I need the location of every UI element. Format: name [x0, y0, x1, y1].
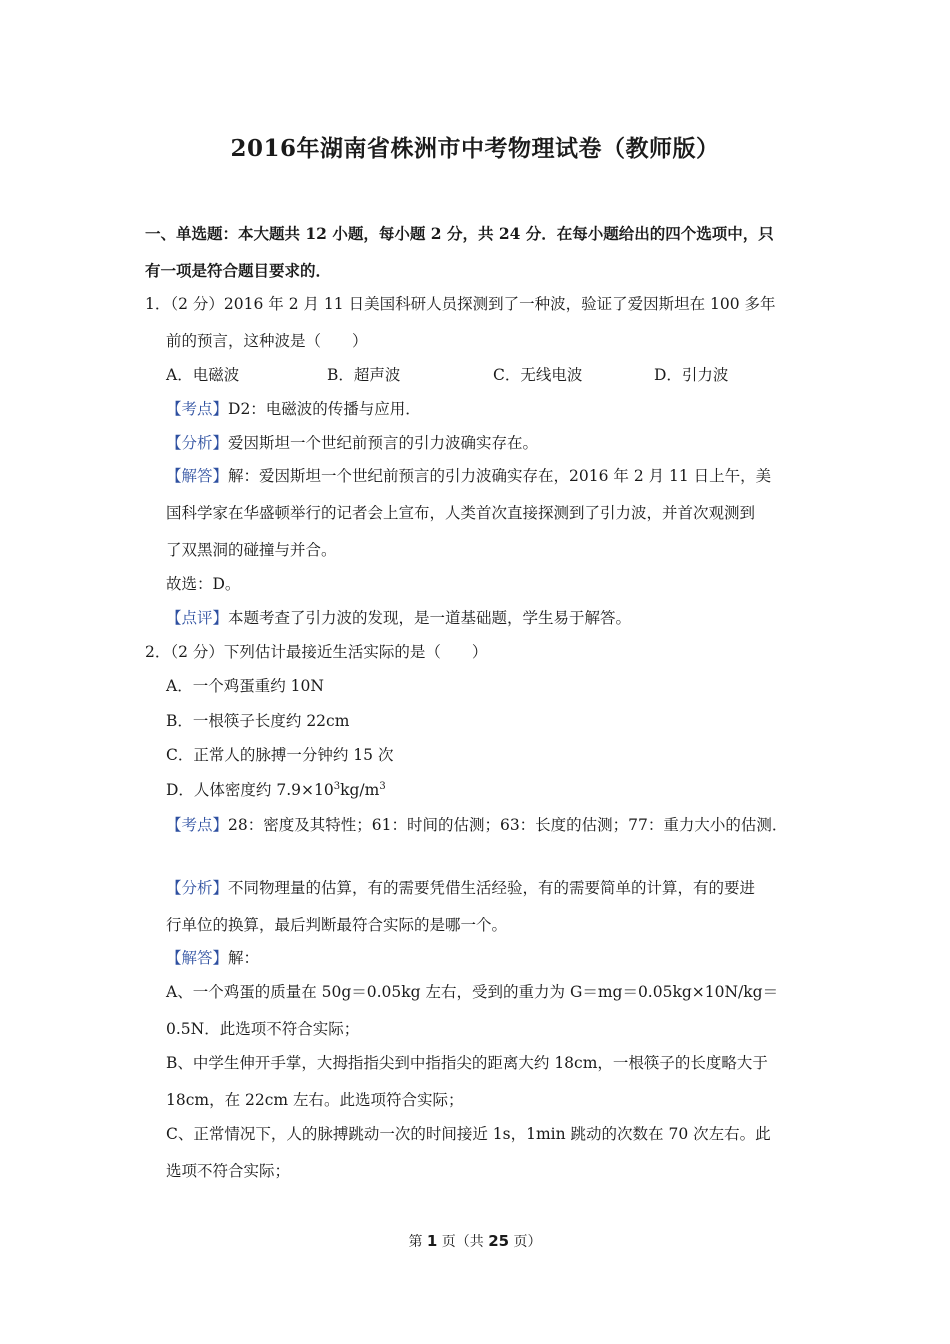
q2-kaodian: [166, 815, 787, 835]
footer-total-pages: 25: [488, 1232, 510, 1250]
q1-stem-line1: 1．（2 分）2016 年 2 月 11 日美国科研人员探测到了一种波，验证了爱因斯坦在 100 多年: [145, 295, 776, 313]
q2-b-line1: B、中学生伸开手掌，大拇指指尖到中指指尖的距离大约 18cm，一根筷子的长度略大于: [166, 1054, 768, 1072]
q1-jieda-line3: 了双黑洞的碰撞与并合。: [166, 541, 337, 559]
footer-middle: 页（共: [437, 1234, 489, 1250]
q2-jieda: [166, 948, 259, 968]
q2-a-line1: A、一个鸡蛋的质量在 50g＝0.05kg 左右，受到的重力为 G＝mg＝0.05kg×10N/kg＝: [166, 983, 779, 1001]
q2-option-d-exp2: 3: [379, 781, 386, 792]
q2-jieda-text: 解：: [228, 949, 260, 967]
fenxi-tag: 【分析】: [166, 434, 229, 452]
q1-kaodian-text: D2：电磁波的传播与应用．: [228, 400, 421, 418]
section-heading-line2: 有一项是符合题目要求的．: [145, 261, 332, 280]
jieda-tag: 【解答】: [166, 467, 229, 485]
page-footer: [0, 1231, 950, 1251]
q1-answer: 故选：D。: [166, 575, 241, 593]
document-title: 2016年湖南省株洲市中考物理试卷（教师版）: [230, 135, 720, 162]
q1-dianping-text: 本题考查了引力波的发现，是一道基础题，学生易于解答。: [228, 609, 632, 627]
q1-jieda-line1: 解：爱因斯坦一个世纪前预言的引力波确实存在，2016 年 2 月 11 日上午，美: [228, 467, 772, 485]
jieda-tag: 【解答】: [166, 949, 229, 967]
footer-suffix: 页）: [509, 1234, 542, 1250]
q2-option-b: B．一根筷子长度约 22cm: [166, 712, 350, 730]
footer-page-number: 1: [426, 1232, 438, 1250]
q2-option-a: A．一个鸡蛋重约 10N: [166, 677, 324, 695]
q2-c-line1: C、正常情况下，人的脉搏跳动一次的时间接近 1s，1min 跳动的次数在 70 次左右。此: [166, 1125, 771, 1143]
dianping-tag: 【点评】: [166, 609, 229, 627]
kaodian-tag: 【考点】: [166, 400, 229, 418]
q2-fenxi-line1: 不同物理量的估算，有的需要凭借生活经验，有的需要简单的计算，有的要进: [228, 879, 756, 897]
q2-a-line2: 0.5N．此选项不符合实际；: [166, 1020, 360, 1038]
q1-stem-line2: 前的预言，这种波是（ ）: [166, 332, 368, 350]
q1-dianping: [166, 608, 631, 628]
q1-option-b: B．超声波: [327, 366, 401, 384]
q1-option-d: D．引力波: [654, 366, 729, 384]
q1-option-a: A．电磁波: [166, 366, 240, 384]
q2-fenxi: [166, 878, 755, 898]
footer-prefix: 第: [408, 1234, 427, 1250]
q2-option-c: C．正常人的脉搏一分钟约 15 次: [166, 746, 394, 764]
q2-stem: 2．（2 分）下列估计最接近生活实际的是（ ）: [145, 643, 488, 661]
q1-fenxi-text: 爱因斯坦一个世纪前预言的引力波确实存在。: [228, 434, 539, 452]
q2-option-d-exp1: 3: [333, 781, 341, 792]
q1-jieda: [166, 466, 771, 486]
q2-fenxi-line2: 行单位的换算，最后判断最符合实际的是哪一个。: [166, 916, 508, 934]
q1-option-c: C．无线电波: [493, 366, 583, 384]
q2-c-line2: 选项不符合实际；: [166, 1162, 291, 1180]
q1-kaodian: [166, 399, 421, 419]
q1-jieda-line2: 国科学家在华盛顿举行的记者会上宣布，人类首次直接探测到了引力波，并首次观测到: [166, 504, 756, 522]
q2-kaodian-text: 28：密度及其特性；61：时间的估测；63：长度的估测；77：重力大小的估测．: [228, 816, 788, 834]
q2-option-d-prefix: D．人体密度约 7.9×10: [166, 781, 334, 799]
q1-fenxi: [166, 433, 538, 453]
fenxi-tag: 【分析】: [166, 879, 229, 897]
section-heading-line1: 一、单选题：本大题共 12 小题，每小题 2 分，共 24 分．在每小题给出的四个选项中，只: [145, 224, 774, 243]
q2-option-d-mid: kg/m: [340, 781, 380, 799]
kaodian-tag: 【考点】: [166, 816, 229, 834]
q2-option-d: [166, 780, 386, 800]
q2-b-line2: 18cm，在 22cm 左右。此选项符合实际；: [166, 1091, 464, 1109]
